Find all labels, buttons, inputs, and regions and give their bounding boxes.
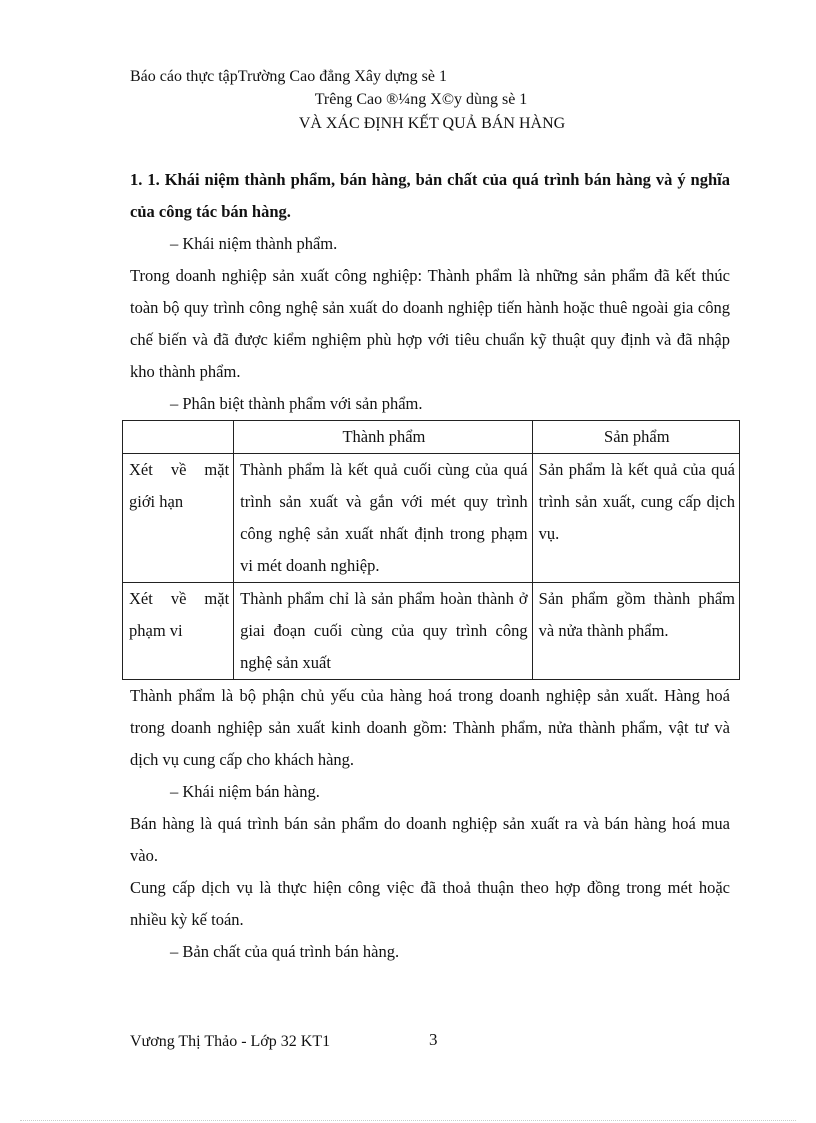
section-heading: 1. 1. Khái niệm thành phẩm, bán hàng, bản chất của quá trình bán hàng và ý nghĩa của công tác bán hàng. [130, 170, 730, 221]
document-body [129, 164, 735, 968]
table-cell: Sản phẩm là kết quả của quá trình sản xuất, cung cấp dịch vụ. [532, 454, 739, 583]
table-row [123, 583, 740, 680]
table-cell: Thành phẩm là kết quả cuối cùng của quá trình sản xuất và gắn với mét quy trình công nghệ sản xuất nhất định trong phạm vi mét doanh nghiệp. [234, 454, 532, 583]
bullet-distinguish: – Phân biệt thành phẩm với sản phẩm. [170, 394, 423, 413]
paragraph-goods: Thành phẩm là bộ phận chủ yếu của hàng hoá trong doanh nghiệp sản xuất. Hàng hoá trong doanh nghiệp sản xuất kinh doanh gồm: Thành phẩm, nửa thành phẩm, vật tư và dịch vụ cung cấp cho khách hàng. [130, 686, 730, 769]
running-header: Báo cáo thực tậpTrường Cao đẳng Xây dựng sè 1 [130, 68, 447, 85]
bullet-concept-finished-product: – Khái niệm thành phẩm. [170, 234, 338, 253]
table-cell: Xét về mặt phạm vi [123, 583, 234, 680]
footer-author: Vương Thị Thảo - Lớp 32 KT1 [130, 1033, 331, 1050]
table-header-cell [123, 421, 234, 454]
comparison-table [122, 420, 740, 680]
table-cell: Xét về mặt giới hạn [123, 454, 234, 583]
table-header-cell: Thành phẩm [234, 421, 532, 454]
table-header-cell: Sản phẩm [532, 421, 739, 454]
section-title: VÀ XÁC ĐỊNH KẾT QUẢ BÁN HÀNG [298, 115, 566, 132]
page-divider [20, 1120, 796, 1121]
page-number: 3 [429, 1030, 438, 1049]
paragraph-sales: Bán hàng là quá trình bán sản phẩm do doanh nghiệp sản xuất ra và bán hàng hoá mua vào. [130, 814, 730, 865]
bullet-concept-sales: – Khái niệm bán hàng. [170, 782, 320, 801]
paragraph-services: Cung cấp dịch vụ là thực hiện công việc đã thoả thuận theo hợp đồng trong mét hoặc nhiều kỳ kế toán. [130, 878, 730, 929]
table-row [123, 454, 740, 583]
paragraph-finished-product: Trong doanh nghiệp sản xuất công nghiệp: Thành phẩm là những sản phẩm đã kết thúc toàn bộ quy trình công nghệ sản xuất do doanh nghiệp tiến hành hoặc thuê ngoài gia công chế biến và đã được kiểm nghiệm phù hợp với tiêu chuẩn kỹ thuật quy định và đã nhập kho thành phẩm. [130, 266, 730, 381]
table-cell: Thành phẩm chỉ là sản phẩm hoàn thành ở giai đoạn cuối cùng của quy trình công nghệ sản xuất [234, 583, 532, 680]
bullet-nature-of-sales: – Bản chất của quá trình bán hàng. [170, 942, 400, 961]
garbled-header: Trêng Cao ®¼ng X©y dùng sè 1 [314, 91, 528, 108]
table-header-row [123, 421, 740, 454]
table-cell: Sản phẩm gồm thành phẩm và nửa thành phẩm. [532, 583, 739, 680]
